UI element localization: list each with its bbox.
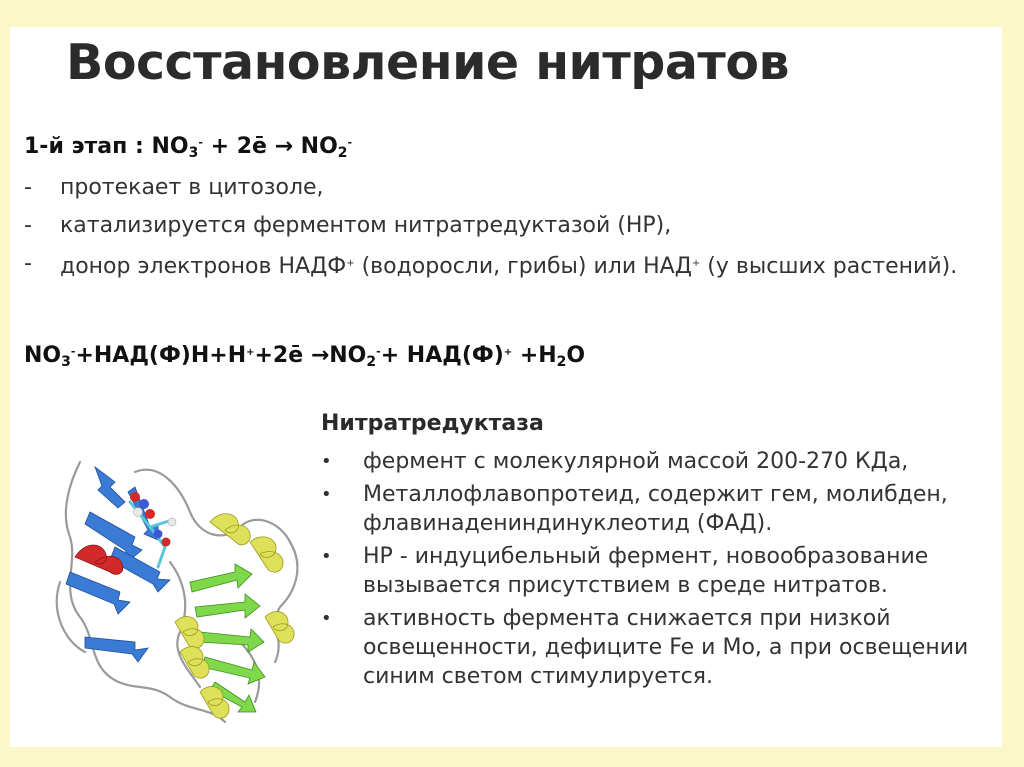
bullet-icon: • (321, 546, 332, 567)
bullet-icon: • (321, 484, 332, 505)
eq-p2-sup: + (246, 347, 255, 358)
eq-p4-sup: + (503, 347, 513, 358)
eq-p1-sup: - (70, 345, 76, 358)
enzyme-heading: Нитратредуктаза (321, 411, 544, 436)
donor-text-b: (водоросли, грибы) или НАД (354, 254, 692, 279)
stage-mid: + 2ē → NO (202, 134, 338, 159)
list-item-text (60, 249, 984, 281)
donor-text-a: донор электронов НАДФ (60, 254, 347, 279)
stage-no3: NO (151, 134, 189, 159)
eq-part-2: +НАД(Ф)Н+Н (75, 343, 247, 368)
donor-sup-a: + (346, 258, 355, 269)
stage-no2-sub: 2 (337, 145, 348, 161)
bullet-icon: • (321, 451, 332, 472)
eq-part-3: +2ē →NO (254, 343, 367, 368)
list-item-text: протекает в цитозоле, (60, 175, 324, 200)
donor-text-c: (у высших растений). (700, 254, 958, 279)
eq-part-6: O (566, 343, 586, 368)
eq-part-1: NO (24, 343, 62, 368)
yellow-helices (175, 514, 294, 718)
bullet-text: активность фермента снижается при низкой освещенности, дефиците Fe и Mo, а при освещении синим светом стимулируется. (363, 606, 969, 689)
eq-p3-sub: 2 (366, 354, 377, 370)
bullet-icon: • (321, 608, 332, 629)
dash-mark: - (24, 251, 32, 276)
dash-mark: - (24, 175, 32, 200)
stage-label: 1-й этап (24, 134, 128, 159)
list-item-text: катализируется ферментом нитратредуктазой (НР), (60, 213, 672, 238)
list-item (321, 480, 981, 538)
eq-p5-sub: 2 (556, 354, 567, 370)
protein-structure-image (40, 442, 320, 732)
dash-mark: - (24, 213, 32, 238)
eq-part-5: +H (512, 343, 557, 368)
stage-sep: : (127, 134, 152, 159)
list-item (24, 211, 984, 240)
bullet-text: НР - индуцибельный фермент, новообразование вызывается присутствием в среде нитратов. (363, 544, 929, 598)
enzyme-bullet-list (321, 447, 981, 695)
eq-p1-sub: 3 (61, 354, 71, 370)
dash-list (24, 173, 984, 290)
stage-no3-sup: - (198, 136, 203, 149)
slide-title: Восстановление нитратов (66, 34, 789, 91)
reaction-equation (24, 343, 585, 370)
list-item (24, 173, 984, 202)
eq-part-4: + НАД(Ф) (380, 343, 504, 368)
bullet-text: фермент с молекулярной массой 200-270 КДа, (363, 449, 909, 474)
stage-line (24, 134, 352, 161)
list-item (321, 542, 981, 600)
slide (10, 27, 1002, 747)
list-item (24, 249, 984, 281)
donor-sup-b: + (691, 258, 701, 269)
bullet-text: Металлофлавопротеид, содержит гем, молибден, флавинадениндинуклеотид (ФАД). (363, 482, 948, 536)
stage-no2-sup: - (347, 136, 353, 149)
eq-p3-sup: - (376, 345, 381, 358)
list-item (321, 447, 981, 476)
list-item (321, 604, 981, 691)
stage-no3-sub: 3 (188, 145, 199, 161)
